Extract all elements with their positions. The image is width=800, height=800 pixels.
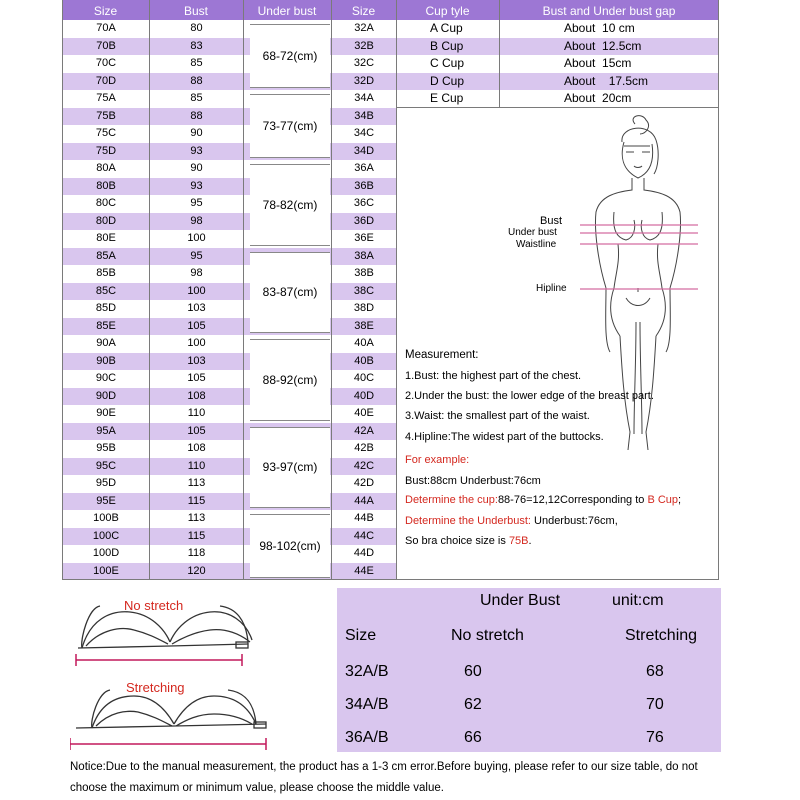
us-size-cell: 40E xyxy=(354,407,374,419)
us-size-cell: 36B xyxy=(332,178,396,196)
size-cell: 95A xyxy=(63,423,149,441)
example-cup-result: B Cup xyxy=(647,494,679,506)
size-cell: 90E xyxy=(96,407,116,419)
bust-cell: 105 xyxy=(150,423,243,441)
under-bust-group: 78-82(cm) xyxy=(250,164,330,246)
us-size-cell: 38A xyxy=(332,248,396,266)
us-size-cell: 44D xyxy=(353,547,375,559)
label-waistline: Waistline xyxy=(516,239,557,250)
us-size-cell: 42D xyxy=(353,477,375,489)
grid-line xyxy=(149,0,150,580)
example-cup-end: ; xyxy=(678,494,682,506)
header-bust: Bust xyxy=(149,2,243,20)
us-size-cell: 32A xyxy=(354,22,374,34)
stretch-unit: unit:cm xyxy=(612,592,664,609)
us-size-cell: 42B xyxy=(354,442,374,454)
label-no-stretch: No stretch xyxy=(124,598,184,613)
label-hipline: Hipline xyxy=(536,283,567,294)
us-size-cell: 44B xyxy=(354,512,374,524)
notice-text: Notice:Due to the manual measurement, the product has a 1-3 cm error.Before buying, please refer to our size table, do not choose the maximum or minimum value, please choose the middle value. xyxy=(70,761,698,794)
example-line-2 xyxy=(405,494,681,506)
us-size-cell: 40A xyxy=(354,337,374,349)
cup-gap-row xyxy=(500,55,718,73)
cup-row xyxy=(397,20,499,38)
cup-row xyxy=(397,90,499,108)
us-size-cell: 38B xyxy=(354,267,374,279)
grid-line xyxy=(331,0,332,580)
size-cell: 80A xyxy=(96,162,116,174)
us-size-cell: 34A xyxy=(354,92,374,104)
under-bust-group: 88-92(cm) xyxy=(250,339,330,421)
cup-type-cell: D Cup xyxy=(430,73,465,88)
us-size-cell: 34D xyxy=(332,143,396,161)
us-size-cell: 36E xyxy=(354,232,374,244)
cup-gap-row xyxy=(500,20,718,38)
header-cup-type: Cup tyle xyxy=(396,2,499,20)
size-cell: 95C xyxy=(63,458,149,476)
size-cell: 100C xyxy=(63,528,149,546)
size-cell: 100B xyxy=(93,512,119,524)
measurement-line-3: 3.Waist: the smallest part of the waist. xyxy=(405,410,590,422)
size-cell: 85C xyxy=(63,283,149,301)
us-size-cell: 40B xyxy=(332,353,396,371)
size-cell: 70C xyxy=(95,57,117,69)
example-line-3 xyxy=(405,515,618,527)
bust-cell: 105 xyxy=(187,372,206,384)
bust-cell: 105 xyxy=(150,318,243,336)
example-line-4 xyxy=(405,535,532,547)
us-size-cell: 34B xyxy=(332,108,396,126)
bust-cell: 98 xyxy=(150,213,243,231)
stretch-cell-size: 32A/B xyxy=(345,663,389,680)
size-cell: 95B xyxy=(96,442,116,454)
header-gap: Bust and Under bust gap xyxy=(499,2,719,20)
example-size-label: So bra choice size is xyxy=(405,535,509,547)
size-cell: 70D xyxy=(63,73,149,91)
bust-cell: 95 xyxy=(150,248,243,266)
grid-line xyxy=(396,0,397,580)
us-size-cell: 40D xyxy=(332,388,396,406)
size-cell: 80C xyxy=(95,197,117,209)
bust-cell: 113 xyxy=(187,512,206,524)
bust-cell: 88 xyxy=(150,73,243,91)
under-bust-group: 68-72(cm) xyxy=(250,24,330,88)
header-size: Size xyxy=(62,2,149,20)
size-cell: 95E xyxy=(63,493,149,511)
stretch-cell-st: 70 xyxy=(646,696,664,713)
stretch-under-bust-title: Under Bust xyxy=(480,592,561,609)
cup-gap-row xyxy=(500,73,718,91)
cup-gap-row xyxy=(500,90,718,108)
stretch-cell-st: 68 xyxy=(646,663,664,680)
measurement-title: Measurement: xyxy=(405,349,479,361)
bust-cell: 98 xyxy=(190,267,203,279)
bra-no-stretch-icon xyxy=(70,600,280,668)
size-cell: 80E xyxy=(96,232,116,244)
grid-line xyxy=(499,0,500,107)
us-size-cell: 38C xyxy=(332,283,396,301)
grid-line xyxy=(718,0,719,580)
size-cell: 100D xyxy=(92,547,120,559)
size-cell: 75D xyxy=(63,143,149,161)
cup-type-cell: B Cup xyxy=(430,38,464,53)
header-under-bust: Under bust xyxy=(243,2,331,20)
bust-cell: 83 xyxy=(150,38,243,56)
size-cell: 90C xyxy=(95,372,117,384)
cup-gap-row xyxy=(500,38,718,56)
us-size-cell: 38E xyxy=(332,318,396,336)
bust-cell: 108 xyxy=(187,442,206,454)
cup-type-cell: E Cup xyxy=(430,91,464,105)
size-cell: 70B xyxy=(63,38,149,56)
us-size-cell: 32D xyxy=(332,73,396,91)
cup-row xyxy=(397,55,499,73)
bust-cell: 113 xyxy=(187,477,206,489)
bust-cell: 88 xyxy=(150,108,243,126)
cup-type-cell: C Cup xyxy=(430,56,465,70)
measurement-line-2: 2.Under the bust: the lower edge of the breast part. xyxy=(405,390,654,402)
bust-cell: 120 xyxy=(150,563,243,581)
bust-cell: 80 xyxy=(190,22,203,34)
under-bust-group: 98-102(cm) xyxy=(250,514,330,578)
bust-cell: 103 xyxy=(150,353,243,371)
bust-cell: 100 xyxy=(150,283,243,301)
stretch-header-st: Stretching xyxy=(625,627,698,644)
size-cell: 80D xyxy=(63,213,149,231)
example-size-result: 75B xyxy=(508,535,529,547)
size-cell: 85B xyxy=(96,267,116,279)
under-bust-group: 73-77(cm) xyxy=(250,94,330,158)
us-size-cell: 40C xyxy=(353,372,375,384)
example-cup-calc: 88-76=12,12Corresponding to xyxy=(497,494,648,506)
us-size-cell: 32C xyxy=(353,57,375,69)
bust-cell: 110 xyxy=(150,458,243,476)
us-size-cell: 44E xyxy=(332,563,396,581)
us-size-cell: 42A xyxy=(332,423,396,441)
under-bust-group: 83-87(cm) xyxy=(250,252,330,334)
size-cell: 85A xyxy=(63,248,149,266)
example-title: For example: xyxy=(405,454,470,466)
bust-cell: 90 xyxy=(190,162,203,174)
stretch-cell-size: 34A/B xyxy=(345,696,389,713)
bra-stretching-icon xyxy=(70,684,280,752)
size-cell: 75A xyxy=(96,92,116,104)
bust-cell: 115 xyxy=(150,493,243,511)
bust-cell: 110 xyxy=(187,407,206,419)
stretch-cell-no: 62 xyxy=(464,696,482,713)
bust-cell: 95 xyxy=(190,197,203,209)
stretch-cell-size: 36A/B xyxy=(345,729,389,746)
example-underbust-label: Determine the Underbust: xyxy=(405,515,531,527)
example-cup-label: Determine the cup: xyxy=(405,494,498,506)
us-size-cell: 42C xyxy=(332,458,396,476)
grid-line xyxy=(243,0,244,580)
cup-type-cell: A Cup xyxy=(430,21,463,35)
bust-cell: 115 xyxy=(150,528,243,546)
size-cell: 90B xyxy=(63,353,149,371)
us-size-cell: 36A xyxy=(354,162,374,174)
example-line-1: Bust:88cm Underbust:76cm xyxy=(405,475,541,487)
cup-row xyxy=(397,73,499,91)
bust-cell: 118 xyxy=(187,547,206,559)
us-size-cell: 44C xyxy=(332,528,396,546)
us-size-cell: 36D xyxy=(332,213,396,231)
label-under-bust: Under bust xyxy=(508,227,557,238)
example-size-end: . xyxy=(528,535,532,547)
us-size-cell: 32B xyxy=(332,38,396,56)
header-size-us: Size xyxy=(331,2,396,20)
label-bust: Bust xyxy=(540,215,563,227)
stretch-cell-no: 60 xyxy=(464,663,482,680)
us-size-cell: 38D xyxy=(353,302,375,314)
cup-gap-cell: About 20cm xyxy=(564,91,632,105)
grid-line xyxy=(62,579,719,580)
bust-cell: 100 xyxy=(187,337,206,349)
cup-gap-cell: About 17.5cm xyxy=(564,73,649,88)
size-cell: 100E xyxy=(63,563,149,581)
measurement-line-4: 4.Hipline:The widest part of the buttocks. xyxy=(405,431,604,443)
cup-gap-cell: About 15cm xyxy=(564,56,632,70)
bust-cell: 100 xyxy=(187,232,206,244)
size-cell: 75C xyxy=(95,127,117,139)
size-cell: 95D xyxy=(95,477,117,489)
us-size-cell: 36C xyxy=(353,197,375,209)
size-cell: 80B xyxy=(63,178,149,196)
under-bust-group: 93-97(cm) xyxy=(250,427,330,509)
stretch-cell-st: 76 xyxy=(646,729,664,746)
bust-cell: 103 xyxy=(187,302,206,314)
size-cell: 85E xyxy=(63,318,149,336)
bust-cell: 90 xyxy=(190,127,203,139)
label-stretching: Stretching xyxy=(126,680,185,695)
bust-cell: 93 xyxy=(150,178,243,196)
stretch-header-size: Size xyxy=(345,627,377,644)
example-underbust-value: Underbust:76cm, xyxy=(530,515,618,527)
stretch-header-no: No stretch xyxy=(451,627,524,644)
us-size-cell: 44A xyxy=(332,493,396,511)
bust-cell: 108 xyxy=(150,388,243,406)
cup-gap-cell: About 10 cm xyxy=(564,21,635,35)
size-cell: 90D xyxy=(63,388,149,406)
stretch-cell-no: 66 xyxy=(464,729,482,746)
size-cell: 85D xyxy=(95,302,117,314)
size-cell: 90A xyxy=(96,337,116,349)
cup-gap-cell: About 12.5cm xyxy=(564,38,642,53)
size-cell: 70A xyxy=(96,22,116,34)
grid-line xyxy=(62,0,63,580)
body-figure-icon xyxy=(560,112,710,457)
size-cell: 75B xyxy=(63,108,149,126)
bust-cell: 93 xyxy=(150,143,243,161)
bust-cell: 85 xyxy=(190,57,203,69)
grid-line xyxy=(396,107,719,108)
us-size-cell: 34C xyxy=(353,127,375,139)
bust-cell: 85 xyxy=(190,92,203,104)
cup-row xyxy=(397,38,499,56)
measurement-line-1: 1.Bust: the highest part of the chest. xyxy=(405,370,582,382)
